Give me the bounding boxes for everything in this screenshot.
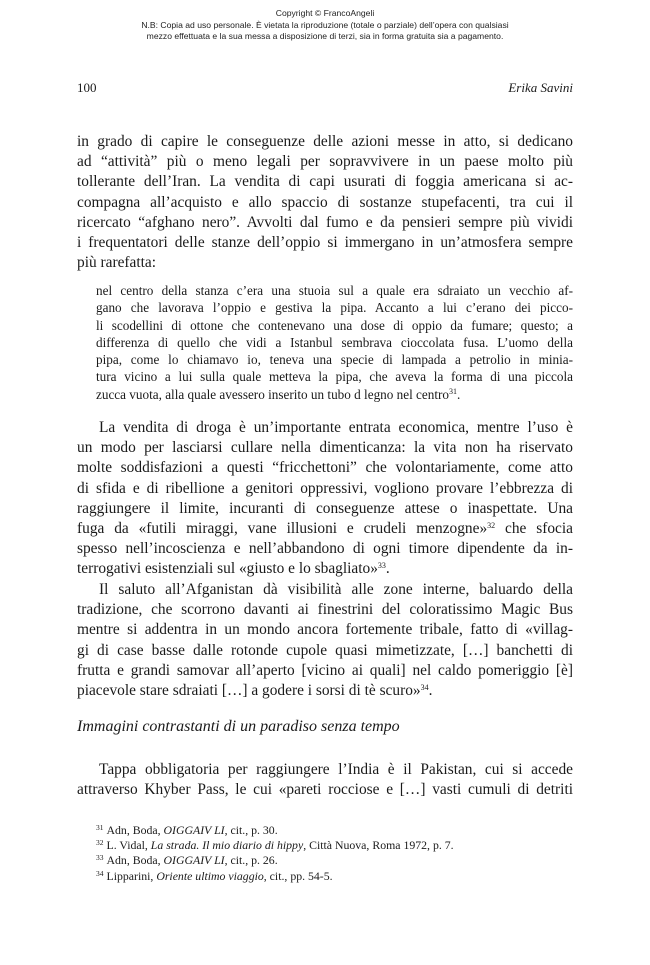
paragraph-1: [77, 132, 573, 273]
quote-line: differenza di quello che vidi a Istanbul sembrava cioccolata fusa. L’uomo della: [96, 334, 573, 350]
footnote-title: OIGGAIV LI: [163, 853, 225, 868]
usage-notice-line: N.B: Copia ad uso personale. È vietata la riproduzione (totale o parziale) dell’opera con qualsiasi: [141, 19, 509, 30]
footnote-author: Adn, Boda,: [106, 853, 164, 868]
text-line: [77, 519, 573, 539]
text-line: un modo per lasciarsi cullare nella dimenticanza: la vita non ha riservato: [77, 439, 573, 457]
usage-notice-line: mezzo effettuata e la sua messa a disposizione di terzi, sia in forma gratuita sia a pagamento.: [146, 31, 504, 41]
running-head-author: Erika Savini: [508, 80, 573, 95]
footnote-31: [96, 823, 573, 838]
quote-line: [96, 386, 573, 403]
section-heading: Immagini contrastanti di un paradiso senza tempo: [77, 718, 400, 735]
text-span: che sfocia: [495, 520, 573, 538]
text-span: .: [428, 682, 433, 700]
footnotes: [96, 823, 573, 884]
footnote-title: La strada. Il mio diario di hippy: [150, 838, 304, 853]
footnote-citation: , cit., p. 30.: [224, 823, 278, 837]
text-line: attraverso Khyber Pass, le cui «pareti rocciose e […] vasti cumuli di detriti: [77, 781, 573, 799]
footnote-title: Oriente ultimo viaggio: [156, 868, 264, 883]
footnote-number: 31: [96, 823, 104, 832]
text-line: frutta e grandi samovar all’aperto [vicino ai quali] nel caldo pomeriggio [è]: [77, 661, 573, 679]
quote-end: .: [457, 386, 461, 402]
text-line: i frequentatori delle stanze dell’oppio si immergano in un’atmosfera sempre: [77, 234, 573, 252]
text-line: tradizione, che scorrono davanti ai finestrini del coloratissimo Magic Bus: [77, 601, 573, 619]
paragraph-3: [77, 580, 573, 701]
text-line: di sfida e di ribellione a genitori oppressivi, vogliono provare l’ebbrezza di: [77, 479, 573, 497]
text-line: raggiungere il limite, incuranti di conseguenze attese o inaspettate. Una: [77, 499, 573, 517]
footnote-ref-33[interactable]: 33: [377, 561, 386, 571]
text-line: ad “attività” più o meno legali per sopravvivere in un paese molto più: [77, 153, 573, 171]
footnote-34: [96, 869, 573, 884]
footnote-32: [96, 838, 573, 853]
footnote-citation: , cit., pp. 54-5.: [263, 868, 333, 883]
quote-line: li scodellini di ottone che contenevano una dose di oppio da fumare; questo; a: [96, 317, 573, 333]
copyright-line: Copyright © FrancoAngeli: [275, 8, 375, 18]
footnote-ref-34[interactable]: 34: [420, 683, 429, 693]
quote-line: nel centro della stanza c’era una stuoia sul a quale era sdraiato un vecchio af-: [96, 283, 573, 298]
footnote-number: 33: [96, 853, 104, 863]
footnote-author: L. Vidal,: [106, 838, 151, 853]
text-line: compagna all’acquisto e allo spaccio di sostanze stupefacenti, tra cui il: [77, 193, 573, 211]
text-line: Tappa obbligatoria per raggiungere l’India è il Pakistan, cui si accede: [99, 761, 573, 778]
text-line: gi di case basse dalle rotonde cupole quasi mimetizzate, […] banchetti di: [77, 641, 573, 659]
footnote-33: [96, 853, 573, 868]
quote-line: tura vicino a lui sulla quale metteva la pipa, che aveva la forma di una piccola: [96, 369, 573, 385]
text-span: fuga da «futili miraggi, vane illusioni e crudeli menzogne»: [77, 520, 488, 538]
footnote-citation: , Città Nuova, Roma 1972, p. 7.: [303, 838, 454, 853]
footnote-ref-32[interactable]: 32: [487, 521, 496, 531]
footnote-citation: , cit., p. 26.: [224, 853, 278, 868]
copyright-notice: [0, 8, 650, 43]
block-quote: [96, 282, 573, 403]
footnote-number: 34: [96, 868, 104, 878]
text-span: .: [385, 560, 390, 578]
text-line: Il saluto all’Afganistan dà visibilità alle zone interne, baluardo della: [99, 581, 573, 598]
text-line: più rarefatta:: [77, 254, 157, 272]
text-line: ricercato “afghano nero”. Avvolti dal fumo e da pensieri sempre più vividi: [77, 213, 573, 231]
footnote-title: OIGGAIV LI: [163, 823, 225, 837]
footnote-author: Lipparini,: [106, 868, 157, 883]
text-span: piacevole stare sdraiati […] a godere i sorsi di tè scuro»: [77, 682, 421, 700]
text-span: terrogativi esistenziali sul «giusto e lo sbagliato»: [77, 560, 378, 578]
page-number: 100: [77, 80, 97, 95]
text-line: La vendita di droga è un’importante entrata economica, mentre l’uso è: [99, 419, 573, 436]
quote-line: gano che lavorava l’oppio e gestiva la pipa. Accanto a lui c’erano dei picco-: [96, 300, 573, 316]
text-line: tollerante dell’Iran. La vendita di capi usurati di foggia americana si ac-: [77, 173, 573, 191]
text-line: mentre si addentra in un mondo ancora fortemente tribale, fatto di «villag-: [77, 621, 573, 639]
footnote-ref-31[interactable]: 31: [449, 386, 458, 396]
quote-text: zucca vuota, alla quale avessero inserito un tubo d legno nel centro: [96, 386, 450, 402]
paragraph-2: [77, 418, 573, 580]
text-line: molte soddisfazioni a questi “fricchettoni” che volontariamente, come atto: [77, 459, 573, 477]
text-line: in grado di capire le conseguenze delle azioni messe in atto, si dedicano: [77, 133, 573, 150]
paragraph-4: [77, 760, 573, 800]
text-line: [77, 681, 573, 701]
footnote-author: Adn, Boda,: [106, 823, 164, 837]
running-head: [77, 80, 573, 96]
footnote-number: 32: [96, 838, 104, 848]
text-line: [77, 559, 573, 579]
text-line: spesso nell’incoscienza e nell’abbandono di ogni timore dipendente da in-: [77, 540, 573, 558]
quote-line: pipa, come lo chiamavo io, teneva una specie di lampada a petrolio in minia-: [96, 352, 573, 368]
